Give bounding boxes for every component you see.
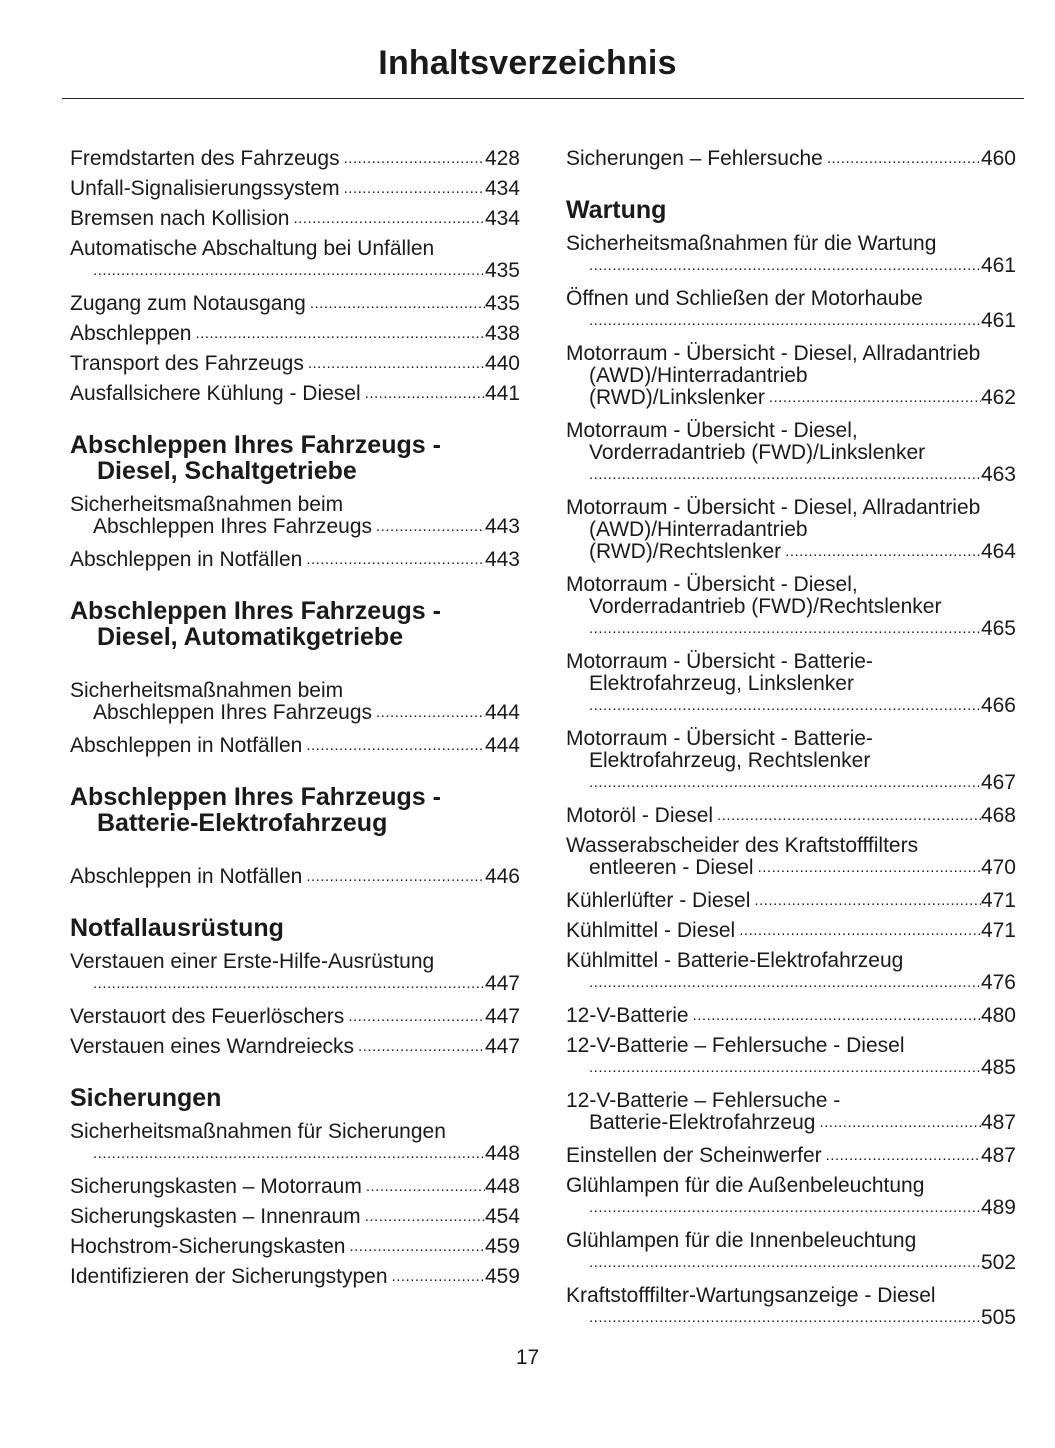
- toc-entry[interactable]: Wasserabscheider des Kraftstofffilters entleeren - Diesel ..... 470: [566, 831, 1016, 879]
- toc-column-left: [70, 144, 520, 1292]
- toc-entry[interactable]: Verstauen eines Warndreiecks ..... 447: [70, 1032, 520, 1062]
- section-heading: Notfallausrüstung: [70, 914, 284, 942]
- page-ref: 438: [484, 322, 520, 345]
- section-heading: Wartung: [566, 196, 667, 224]
- page-ref: 466: [980, 694, 1016, 717]
- toc-entry[interactable]: Verstauort des Feuerlöschers ..... 447: [70, 1002, 520, 1032]
- toc-column-right: [566, 144, 1016, 1336]
- toc-entry[interactable]: Automatische Abschaltung bei Unfällen ..... 435: [70, 234, 520, 282]
- page-ref: 454: [484, 1205, 520, 1228]
- toc-entry[interactable]: Kühlmittel - Diesel ..... 471: [566, 916, 1016, 946]
- page-ref: 487: [980, 1144, 1016, 1167]
- page-ref: 447: [484, 972, 520, 995]
- page-ref: 440: [484, 352, 520, 375]
- page-ref: 485: [980, 1056, 1016, 1079]
- toc-entry[interactable]: Verstauen einer Erste-Hilfe-Ausrüstung ..... 447: [70, 947, 520, 995]
- page-ref: 447: [484, 1005, 520, 1028]
- page-ref: 447: [484, 1035, 520, 1058]
- toc-entry[interactable]: Kraftstofffilter-Wartungsanzeige - Diesel ..... 505: [566, 1281, 1016, 1329]
- page-ref: 471: [980, 919, 1016, 942]
- toc-entry[interactable]: Abschleppen in Notfällen ..... 443: [70, 545, 520, 575]
- page-number: 17: [515, 1346, 540, 1369]
- page-ref: 434: [484, 207, 520, 230]
- toc-entry[interactable]: Kühlerlüfter - Diesel ..... 471: [566, 886, 1016, 916]
- page-ref: 446: [484, 865, 520, 888]
- section-heading: Abschleppen Ihres Fahrzeugs - Diesel, Automatikgetriebe: [70, 597, 441, 651]
- toc-entry[interactable]: Transport des Fahrzeugs ..... 440: [70, 349, 520, 379]
- page-ref: 461: [980, 309, 1016, 332]
- toc-entry[interactable]: Zugang zum Notausgang ..... 435: [70, 289, 520, 319]
- toc-entry[interactable]: 12-V-Batterie – Fehlersuche - Diesel ..... 485: [566, 1031, 1016, 1079]
- toc-entry[interactable]: Sicherheitsmaßnahmen für Sicherungen ..... 448: [70, 1117, 520, 1165]
- page-ref: 444: [484, 701, 520, 724]
- toc-entry[interactable]: Sicherheitsmaßnahmen für die Wartung ..... 461: [566, 229, 1016, 277]
- section-heading: Sicherungen: [70, 1084, 222, 1112]
- title-rule: [62, 98, 1024, 99]
- toc-entry[interactable]: Motorraum - Übersicht - Diesel, Allradantrieb (AWD)/Hinterradantrieb (RWD)/Rechtslenker ..... 464: [566, 493, 1016, 563]
- page-ref: 461: [980, 254, 1016, 277]
- page-ref: 487: [980, 1111, 1016, 1134]
- page-ref: 489: [980, 1196, 1016, 1219]
- page-ref: 467: [980, 771, 1016, 794]
- page-ref: 434: [484, 177, 520, 200]
- page-ref: 505: [980, 1306, 1016, 1329]
- toc-entry[interactable]: Abschleppen in Notfällen ..... 444: [70, 731, 520, 761]
- page-ref: 443: [484, 548, 520, 571]
- toc-entry[interactable]: Hochstrom-Sicherungskasten ..... 459: [70, 1232, 520, 1262]
- page-ref: 435: [484, 259, 520, 282]
- page-ref: 462: [980, 386, 1016, 409]
- toc-entry[interactable]: Motorraum - Übersicht - Batterie-Elektrofahrzeug, Rechtslenker ..... 467: [566, 724, 1016, 794]
- toc-entry[interactable]: 12-V-Batterie ..... 480: [566, 1001, 1016, 1031]
- page-ref: 441: [484, 382, 520, 405]
- page-ref: 460: [980, 147, 1016, 170]
- toc-entry[interactable]: Glühlampen für die Innenbeleuchtung ..... 502: [566, 1226, 1016, 1274]
- toc-entry[interactable]: Motorraum - Übersicht - Batterie-Elektrofahrzeug, Linkslenker ..... 466: [566, 647, 1016, 717]
- page-ref: 465: [980, 617, 1016, 640]
- page-ref: 459: [484, 1235, 520, 1258]
- page-ref: 443: [484, 515, 520, 538]
- page-ref: 459: [484, 1265, 520, 1288]
- toc-entry[interactable]: 12-V-Batterie – Fehlersuche - Batterie-Elektrofahrzeug ..... 487: [566, 1086, 1016, 1134]
- toc-entry[interactable]: Identifizieren der Sicherungstypen ..... 459: [70, 1262, 520, 1292]
- toc-entry[interactable]: Ausfallsichere Kühlung - Diesel ..... 441: [70, 379, 520, 409]
- toc-entry[interactable]: Unfall-Signalisierungssystem ..... 434: [70, 174, 520, 204]
- toc-entry[interactable]: Motorraum - Übersicht - Diesel, Vorderradantrieb (FWD)/Rechtslenker ..... 465: [566, 570, 1016, 640]
- page-ref: 468: [980, 804, 1016, 827]
- page-ref: 502: [980, 1251, 1016, 1274]
- toc-entry[interactable]: Sicherheitsmaßnahmen beim Abschleppen Ihres Fahrzeugs ..... 444: [70, 676, 520, 724]
- toc-entry[interactable]: Einstellen der Scheinwerfer ..... 487: [566, 1141, 1016, 1171]
- page-ref: 463: [980, 463, 1016, 486]
- toc-entry[interactable]: Sicherungen – Fehlersuche ..... 460: [566, 144, 1016, 174]
- toc-entry[interactable]: Motoröl - Diesel ..... 468: [566, 801, 1016, 831]
- page-ref: 448: [484, 1142, 520, 1165]
- page-title: Inhaltsverzeichnis: [378, 44, 677, 82]
- toc-entry[interactable]: Motorraum - Übersicht - Diesel, Allradantrieb (AWD)/Hinterradantrieb (RWD)/Linkslenker ..... 462: [566, 339, 1016, 409]
- section-heading: Abschleppen Ihres Fahrzeugs - Diesel, Schaltgetriebe: [70, 431, 441, 485]
- page-ref: 470: [980, 856, 1016, 879]
- page-ref: 471: [980, 889, 1016, 912]
- toc-entry[interactable]: Fremdstarten des Fahrzeugs ..... 428: [70, 144, 520, 174]
- page-ref: 435: [484, 292, 520, 315]
- section-heading: Abschleppen Ihres Fahrzeugs - Batterie-Elektrofahrzeug: [70, 783, 441, 837]
- toc-entry[interactable]: Sicherheitsmaßnahmen beim Abschleppen Ihres Fahrzeugs ..... 443: [70, 490, 520, 538]
- toc-entry[interactable]: Sicherungskasten – Motorraum ..... 448: [70, 1172, 520, 1202]
- page-ref: 464: [980, 540, 1016, 563]
- toc-entry[interactable]: Abschleppen ..... 438: [70, 319, 520, 349]
- toc-entry[interactable]: Glühlampen für die Außenbeleuchtung ..... 489: [566, 1171, 1016, 1219]
- page-ref: 428: [484, 147, 520, 170]
- toc-entry[interactable]: Kühlmittel - Batterie-Elektrofahrzeug ..... 476: [566, 946, 1016, 994]
- toc-entry[interactable]: Motorraum - Übersicht - Diesel, Vorderradantrieb (FWD)/Linkslenker ..... 463: [566, 416, 1016, 486]
- page-ref: 444: [484, 734, 520, 757]
- toc-entry[interactable]: Sicherungskasten – Innenraum ..... 454: [70, 1202, 520, 1232]
- page-ref: 480: [980, 1004, 1016, 1027]
- page-ref: 476: [980, 971, 1016, 994]
- toc-entry[interactable]: Abschleppen in Notfällen ..... 446: [70, 862, 520, 892]
- page-ref: 448: [484, 1175, 520, 1198]
- toc-entry[interactable]: Bremsen nach Kollision ..... 434: [70, 204, 520, 234]
- toc-entry[interactable]: Öffnen und Schließen der Motorhaube ..... 461: [566, 284, 1016, 332]
